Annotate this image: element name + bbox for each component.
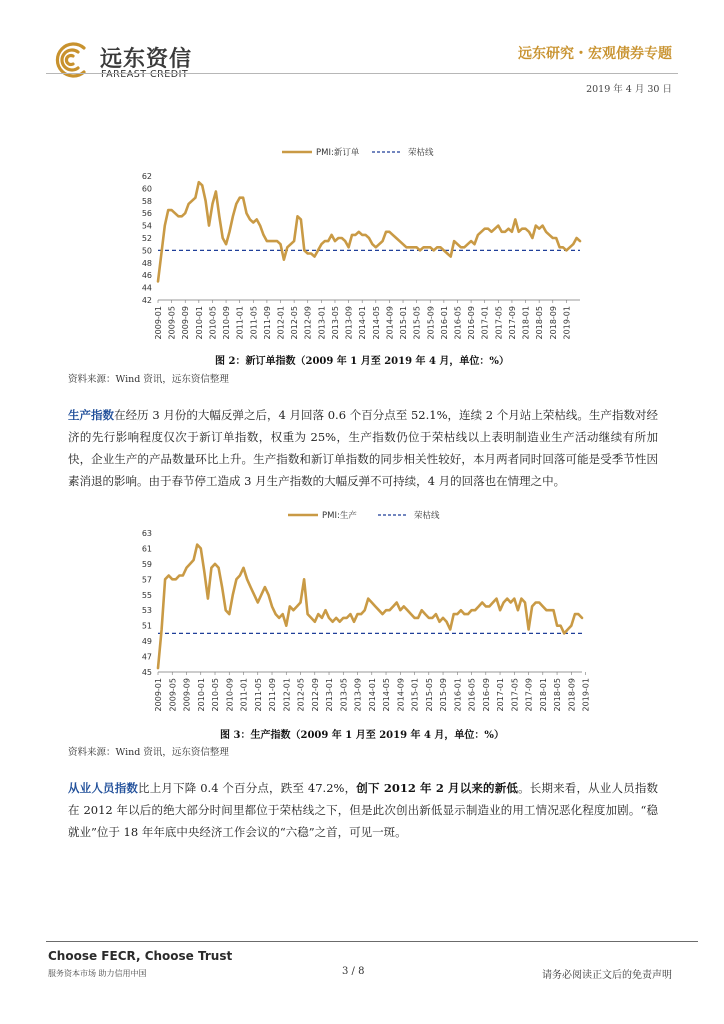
x-tick-label: 2009-09: [182, 678, 192, 712]
figure-3-source: 资料来源：Wind 资讯，远东资信整理: [68, 747, 229, 758]
x-tick-label: 2013-01: [317, 306, 327, 340]
x-tick-label: 2015-01: [399, 306, 409, 340]
x-tick-label: 2011-01: [235, 306, 245, 340]
x-tick-label: 2015-05: [424, 678, 434, 712]
series-line: [158, 182, 580, 281]
report-date: 2019 年 4 月 30 日: [586, 84, 672, 95]
page-number: 3 / 8: [342, 966, 365, 977]
x-tick-label: 2015-09: [426, 306, 436, 340]
logo-chinese-name: 远东资信: [100, 47, 193, 72]
x-tick-label: 2019-01: [562, 306, 572, 340]
legend-series-label: PMI:生产: [322, 511, 357, 521]
x-tick-label: 2018-09: [567, 678, 577, 712]
footer-divider: [46, 941, 698, 942]
y-tick-label: 54: [141, 221, 152, 231]
report-series-title: 远东研究・宏观债券专题: [518, 46, 672, 62]
company-logo: [44, 40, 244, 84]
logo-mark-icon: [44, 40, 92, 80]
x-tick-label: 2018-05: [535, 306, 545, 340]
x-tick-label: 2014-09: [396, 678, 406, 712]
x-tick-label: 2014-05: [382, 678, 392, 712]
legend-threshold-label: 荣枯线: [408, 148, 434, 158]
x-tick-label: 2011-01: [239, 678, 249, 712]
x-tick-label: 2016-09: [481, 678, 491, 712]
legend-series-label: PMI:新订单: [316, 148, 360, 158]
x-tick-label: 2017-09: [524, 678, 534, 712]
x-tick-label: 2016-01: [453, 678, 463, 712]
y-tick-label: 63: [141, 529, 152, 538]
figure-2-caption: 图 2：新订单指数（2009 年 1 月至 2019 年 4 月，单位：%）: [215, 356, 509, 367]
employment-index-paragraph: [68, 777, 658, 843]
y-tick-label: 51: [141, 621, 152, 631]
production-index-keyword: 生产指数: [68, 408, 115, 422]
legend-threshold-label: 荣枯线: [414, 511, 440, 521]
x-tick-label: 2016-05: [453, 306, 463, 340]
production-index-paragraph: [68, 404, 658, 492]
employment-index-keyword: 从业人员指数: [68, 781, 139, 795]
x-tick-label: 2016-05: [467, 678, 477, 712]
footer-tagline: 服务资本市场 助力信用中国: [48, 969, 147, 978]
figure-2-source: 资料来源：Wind 资讯，远东资信整理: [68, 374, 229, 385]
employment-text-a: 比上月下降 0.4 个百分点，跌至 47.2%，: [138, 781, 357, 795]
x-tick-label: 2012-05: [290, 306, 300, 340]
series-line: [158, 545, 582, 669]
x-tick-label: 2012-01: [276, 306, 286, 340]
chart-legend: [282, 147, 434, 158]
y-tick-label: 45: [141, 668, 152, 677]
logo-english-name: FAREAST CREDIT: [101, 69, 189, 80]
x-tick-label: 2018-05: [553, 678, 563, 712]
y-tick-label: 59: [141, 559, 152, 569]
production-index-text: 在经历 3 月份的大幅反弹之后，4 月回落 0.6 个百分点至 52.1%，连续 2 个月站上荣枯线。生产指数对经济的先行影响程度仅次于新订单指数，权重为 25%，生产指数仍位于荣枯线以上表明制造业生产活动继续有所加快，企业生产的产品数量环比上升。生产指数和新订单指数的同步相关性较好，本月两者同时回落可能是受季节性因素消退的影响。由于春节停工造成 3 月生产指数的大幅反弹不可持续，4 月的回落也在情理之中。: [68, 408, 659, 488]
x-tick-label: 2018-01: [521, 306, 531, 340]
x-tick-label: 2015-01: [410, 678, 420, 712]
y-tick-label: 60: [141, 184, 152, 194]
x-tick-label: 2009-09: [181, 306, 191, 340]
y-tick-label: 53: [141, 606, 152, 616]
y-tick-label: 58: [141, 196, 152, 206]
x-tick-label: 2011-05: [253, 678, 263, 712]
y-tick-label: 50: [141, 246, 152, 256]
chart-legend: [288, 510, 440, 521]
x-tick-label: 2011-09: [262, 306, 272, 340]
y-tick-label: 47: [141, 652, 152, 662]
x-tick-label: 2009-05: [167, 306, 177, 340]
y-tick-label: 62: [141, 172, 152, 181]
x-tick-label: 2012-01: [282, 678, 292, 712]
x-tick-label: 2015-09: [439, 678, 449, 712]
x-tick-label: 2018-09: [548, 306, 558, 340]
x-tick-label: 2016-09: [467, 306, 477, 340]
x-tick-label: 2016-01: [439, 306, 449, 340]
x-tick-label: 2014-09: [385, 306, 395, 340]
x-tick-label: 2010-01: [194, 306, 204, 340]
x-tick-label: 2013-09: [344, 306, 354, 340]
chart-new-orders: [120, 140, 620, 350]
x-tick-label: 2010-09: [225, 678, 235, 712]
x-tick-label: 2014-01: [358, 306, 368, 340]
x-tick-label: 2011-09: [268, 678, 278, 712]
x-tick-label: 2009-01: [154, 306, 163, 340]
production-line-chart: [120, 503, 620, 718]
new-orders-line-chart: [120, 140, 620, 350]
x-tick-label: 2019-01: [581, 678, 591, 712]
y-tick-label: 49: [141, 637, 152, 647]
x-tick-label: 2013-05: [330, 306, 340, 340]
header-divider: [46, 73, 678, 74]
disclaimer-note: 请务必阅读正文后的免责声明: [542, 970, 672, 981]
chart-production: [120, 503, 620, 718]
y-tick-label: 44: [141, 283, 152, 293]
x-tick-label: 2017-09: [507, 306, 517, 340]
employment-highlight: 创下 2012 年 2 月以来的新低: [356, 781, 519, 795]
x-tick-label: 2010-05: [211, 678, 221, 712]
x-tick-label: 2013-05: [339, 678, 349, 712]
figure-3-caption: 图 3：生产指数（2009 年 1 月至 2019 年 4 月，单位：%）: [220, 730, 504, 741]
x-tick-label: 2012-05: [296, 678, 306, 712]
footer-slogan: Choose FECR, Choose Trust: [48, 949, 233, 963]
y-tick-label: 46: [141, 271, 152, 281]
x-tick-label: 2017-05: [510, 678, 520, 712]
x-tick-label: 2009-01: [154, 678, 163, 712]
y-tick-label: 55: [141, 590, 152, 600]
x-tick-label: 2012-09: [303, 306, 313, 340]
x-tick-label: 2010-01: [196, 678, 206, 712]
y-tick-label: 61: [141, 544, 152, 554]
x-tick-label: 2009-05: [168, 678, 178, 712]
x-tick-label: 2010-09: [222, 306, 232, 340]
y-tick-label: 48: [141, 258, 152, 268]
x-tick-label: 2012-09: [310, 678, 320, 712]
x-tick-label: 2011-05: [249, 306, 259, 340]
x-tick-label: 2015-05: [412, 306, 422, 340]
x-tick-label: 2013-09: [353, 678, 363, 712]
x-tick-label: 2014-05: [371, 306, 381, 340]
y-tick-label: 56: [141, 209, 152, 219]
y-tick-label: 57: [141, 575, 152, 585]
employment-text-b: 。长期来看，从业人员指数在 2012 年以后的绝大部分时间里都位于荣枯线之下，但是此次创出新低显示制造业的用工情况恶化程度加剧。“稳就业”位于 18 年年底中央经济工作会议的“六稳”之首，可见一斑。: [68, 781, 659, 839]
y-tick-label: 42: [141, 296, 152, 305]
x-tick-label: 2018-01: [538, 678, 548, 712]
y-tick-label: 52: [141, 234, 152, 243]
x-tick-label: 2017-01: [480, 306, 490, 340]
x-tick-label: 2017-01: [496, 678, 506, 712]
x-tick-label: 2010-05: [208, 306, 218, 340]
x-tick-label: 2014-01: [367, 678, 377, 712]
x-tick-label: 2017-05: [494, 306, 504, 340]
x-tick-label: 2013-01: [325, 678, 335, 712]
